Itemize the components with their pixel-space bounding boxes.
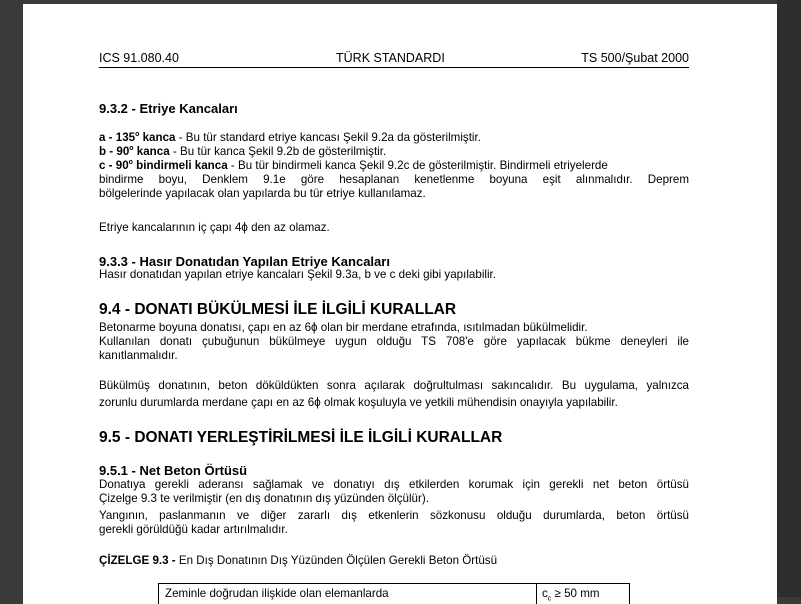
item-a xyxy=(99,132,689,145)
table-row1-subscript: c xyxy=(547,595,552,603)
header-standard-name: TÜRK STANDARDI xyxy=(336,51,445,65)
table-caption-label: ÇİZELGE 9.3 - xyxy=(99,554,176,567)
item-a-label-pre: a - 135 xyxy=(99,131,136,144)
table-9-3-caption xyxy=(99,555,689,568)
degree-sign: o xyxy=(135,131,140,138)
page-header xyxy=(99,51,689,68)
section-9-4-line2: Kullanılan donatı çubuğunun bükülmeye uygun olduğu TS 708'e göre yapılacak bükme deneyleri ile xyxy=(99,335,689,348)
item-a-label-post: kanca xyxy=(139,131,176,144)
section-9-4-line4: Bükülmüş donatının, beton döküldükten sonra açılarak doğrultulması sakıncalıdır. Bu uygulama, yalnızca xyxy=(99,379,689,392)
section-9-5-title: 9.5 - DONATI YERLEŞTİRİLMESİ İLE İLGİLİ KURALLAR xyxy=(99,429,503,446)
section-9-3-2-title: 9.3.2 - Etriye Kancaları xyxy=(99,101,238,116)
header-standard-number: TS 500/Şubat 2000 xyxy=(581,51,689,65)
item-c-text-line1: - Bu tür bindirmeli kanca Şekil 9.2c de gösterilmiştir. Bindirmeli etriyelerde xyxy=(227,159,608,172)
table-cell-value xyxy=(542,587,600,602)
section-9-5-1-line2: Çizelge 9.3 te verilmiştir (en dış donatının dış yüzünden ölçülür). xyxy=(99,492,429,505)
degree-sign: o xyxy=(128,159,133,166)
item-c xyxy=(99,160,689,173)
table-9-3 xyxy=(158,583,630,604)
section-9-4-line3: kanıtlanmalıdır. xyxy=(99,349,178,362)
item-b xyxy=(99,146,689,159)
section-9-5-1-line3: Yangının, paslanmanın ve diğer zararlı dış etkenlerin sözkonusu olduğu durumlarda, beton örtüsü xyxy=(99,509,689,522)
section-9-5-1-line1: Donatıya gerekli aderansı sağlamak ve donatıyı dış etkilerden korumak için gerekli net beton örtüsü xyxy=(99,478,689,491)
viewer-right-edge xyxy=(777,0,801,597)
item-b-label-post: kanca xyxy=(133,145,170,158)
item-b-label-pre: b - 90 xyxy=(99,145,130,158)
table-row1-symbol: c xyxy=(542,587,548,600)
item-c-label-post: bindirmeli kanca xyxy=(132,159,228,172)
header-ics-code: ICS 91.080.40 xyxy=(99,51,179,65)
section-9-3-3-text: Hasır donatıdan yapılan etriye kancaları Şekil 9.3a, b ve c deki gibi yapılabilir. xyxy=(99,268,496,281)
table-caption-text: En Dış Donatının Dış Yüzünden Ölçülen Gerekli Beton Örtüsü xyxy=(175,554,498,567)
document-page xyxy=(23,4,777,604)
item-c-text-line2: bindirme boyu, Denklem 9.1e göre hesaplanan kenetlenme boyuna eşit alınmalıdır. Deprem xyxy=(99,173,689,186)
degree-sign: o xyxy=(129,145,134,152)
item-b-text: - Bu tür kanca Şekil 9.2b de gösterilmiştir. xyxy=(169,145,387,158)
section-9-3-3-title: 9.3.3 - Hasır Donatıdan Yapılan Etriye Kancaları xyxy=(99,254,390,269)
section-9-4-line5: zorunlu durumlarda merdane çapı en az 6ϕ olmak koşuluyla ve yetkili mühendisin onayıyla yapılabilir. xyxy=(99,396,618,409)
stirrup-inner-diameter: Etriye kancalarının iç çapı 4ϕ den az olamaz. xyxy=(99,221,330,234)
item-a-text: - Bu tür standard etriye kancası Şekil 9.2a da gösterilmiştir. xyxy=(175,131,481,144)
section-9-4-title: 9.4 - DONATI BÜKÜLMESİ İLE İLGİLİ KURALLAR xyxy=(99,301,457,318)
item-c-label-pre: c - 90 xyxy=(99,159,129,172)
section-9-4-line1: Betonarme boyuna donatısı, çapı en az 6ϕ olan bir merdane etrafında, ısıtılmadan bükülmelidir. xyxy=(99,321,588,334)
item-c-text-line3: bölgelerinde yapılacak olan yapılarda bu tür etriye kullanılamaz. xyxy=(99,187,426,200)
table-row1-minimum: ≥ 50 mm xyxy=(551,587,600,600)
table-cell-label xyxy=(159,584,537,604)
table-row1-label: Zeminle doğrudan ilişkide olan elemanlarda xyxy=(165,587,389,600)
section-9-5-1-line4: gerekli görüldüğü kadar artırılmalıdır. xyxy=(99,523,288,536)
section-9-5-1-title: 9.5.1 - Net Beton Örtüsü xyxy=(99,463,248,478)
